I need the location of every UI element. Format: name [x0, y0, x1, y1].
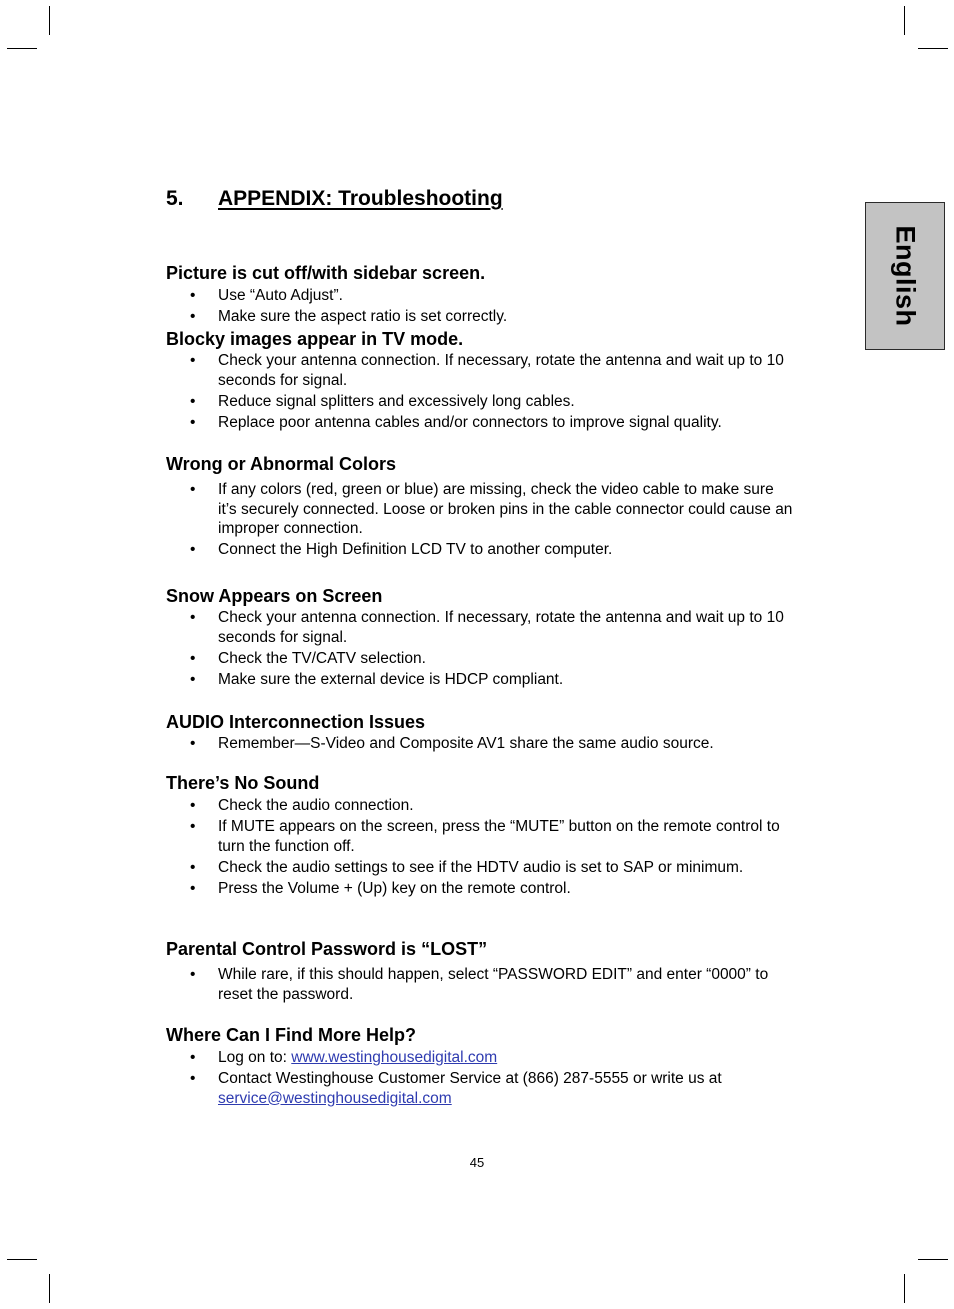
list-item-text: Contact Westinghouse Customer Service at (866) 287-5555 or write us at [218, 1070, 722, 1087]
crop-mark [7, 48, 37, 49]
bullet-icon: • [190, 413, 196, 431]
list-item [166, 608, 796, 647]
crop-mark [918, 48, 948, 49]
list-item [166, 817, 796, 856]
list-item-text: Replace poor antenna cables and/or connectors to improve signal quality. [218, 413, 722, 431]
list-item-text: Reduce signal splitters and excessively long cables. [218, 392, 575, 410]
bullet-icon: • [190, 1070, 196, 1087]
section-heading: Wrong or Abnormal Colors [166, 454, 397, 474]
list-item-text: If any colors (red, green or blue) are missing, check the video cable to make sure it’s securely connected. Loose or broken pins in the cable connector could cause an improper connection. [218, 481, 793, 537]
bullet-icon: • [190, 966, 196, 983]
list-item [166, 286, 796, 306]
list-item [166, 858, 796, 878]
list-item [166, 965, 796, 1004]
list-item [166, 540, 796, 560]
list-item [166, 480, 796, 539]
list-item-text: Log on to: [218, 1049, 292, 1066]
page-title [166, 187, 503, 211]
list-item [166, 879, 796, 899]
bullet-icon: • [190, 352, 196, 369]
list-item [166, 392, 796, 412]
section-title: APPENDIX: Troubleshooting [218, 187, 503, 210]
crop-mark [7, 1259, 37, 1260]
bullet-list [166, 1048, 796, 1110]
crop-mark [49, 6, 50, 35]
list-item-text: Remember—S-Video and Composite AV1 share the same audio source. [218, 735, 714, 752]
website-link[interactable]: www.westinghousedigital.com [291, 1049, 498, 1066]
language-tab [865, 202, 945, 350]
section-heading: There’s No Sound [166, 773, 320, 793]
bullet-list [166, 351, 796, 434]
bullet-list [166, 480, 796, 561]
list-item [166, 351, 796, 390]
list-item [166, 413, 796, 433]
list-item [166, 1069, 796, 1108]
bullet-list [166, 734, 796, 755]
list-item-text: Check the audio settings to see if the HDTV audio is set to SAP or minimum. [218, 858, 744, 876]
list-item-text: Connect the High Definition LCD TV to another computer. [218, 541, 613, 558]
list-item-text: Make sure the aspect ratio is set correctly. [218, 308, 508, 325]
bullet-icon: • [190, 392, 196, 410]
bullet-icon: • [190, 797, 196, 814]
crop-mark [49, 1274, 50, 1303]
section-heading: Picture is cut off/with sidebar screen. [166, 263, 486, 283]
section-number: 5. [166, 187, 184, 210]
list-item-text: Make sure the external device is HDCP compliant. [218, 670, 564, 688]
bullet-list [166, 965, 796, 1006]
bullet-icon: • [190, 541, 196, 558]
bullet-list [166, 608, 796, 691]
bullet-icon: • [190, 609, 196, 626]
bullet-icon: • [190, 879, 196, 897]
crop-mark [904, 6, 905, 35]
section-heading: Parental Control Password is “LOST” [166, 939, 488, 959]
bullet-list [166, 286, 796, 328]
list-item-text: If MUTE appears on the screen, press the “MUTE” button on the remote control to turn the function off. [218, 818, 780, 855]
bullet-list [166, 796, 796, 900]
list-item-text: Use “Auto Adjust”. [218, 287, 343, 304]
bullet-icon: • [190, 735, 196, 752]
language-tab-label: English [890, 225, 921, 327]
list-item [166, 734, 796, 754]
section-heading: Snow Appears on Screen [166, 586, 383, 606]
bullet-icon: • [190, 481, 196, 498]
list-item-text: Check your antenna connection. If necessary, rotate the antenna and wait up to 10 seconds for signal. [218, 609, 784, 646]
list-item-text: Check the audio connection. [218, 797, 414, 814]
list-item [166, 670, 796, 690]
section-heading: Where Can I Find More Help? [166, 1025, 417, 1045]
list-item-text: Press the Volume + (Up) key on the remote control. [218, 879, 571, 897]
bullet-icon: • [190, 670, 196, 688]
page-number: 45 [469, 1155, 485, 1170]
crop-mark [904, 1274, 905, 1303]
bullet-icon: • [190, 649, 196, 667]
list-item-text: Check the TV/CATV selection. [218, 649, 426, 667]
section-heading: AUDIO Interconnection Issues [166, 712, 426, 732]
bullet-icon: • [190, 818, 196, 835]
bullet-icon: • [190, 287, 196, 304]
list-item [166, 796, 796, 816]
list-item-text: Check your antenna connection. If necessary, rotate the antenna and wait up to 10 seconds for signal. [218, 352, 784, 389]
email-link[interactable]: service@westinghousedigital.com [218, 1089, 452, 1107]
bullet-icon: • [190, 858, 196, 876]
section-heading: Blocky images appear in TV mode. [166, 329, 464, 349]
crop-mark [918, 1259, 948, 1260]
list-item [166, 649, 796, 669]
list-item [166, 307, 796, 327]
bullet-icon: • [190, 308, 196, 325]
bullet-icon: • [190, 1049, 196, 1066]
list-item [166, 1048, 796, 1068]
list-item-text: While rare, if this should happen, select “PASSWORD EDIT” and enter “0000” to reset the password. [218, 966, 769, 1003]
